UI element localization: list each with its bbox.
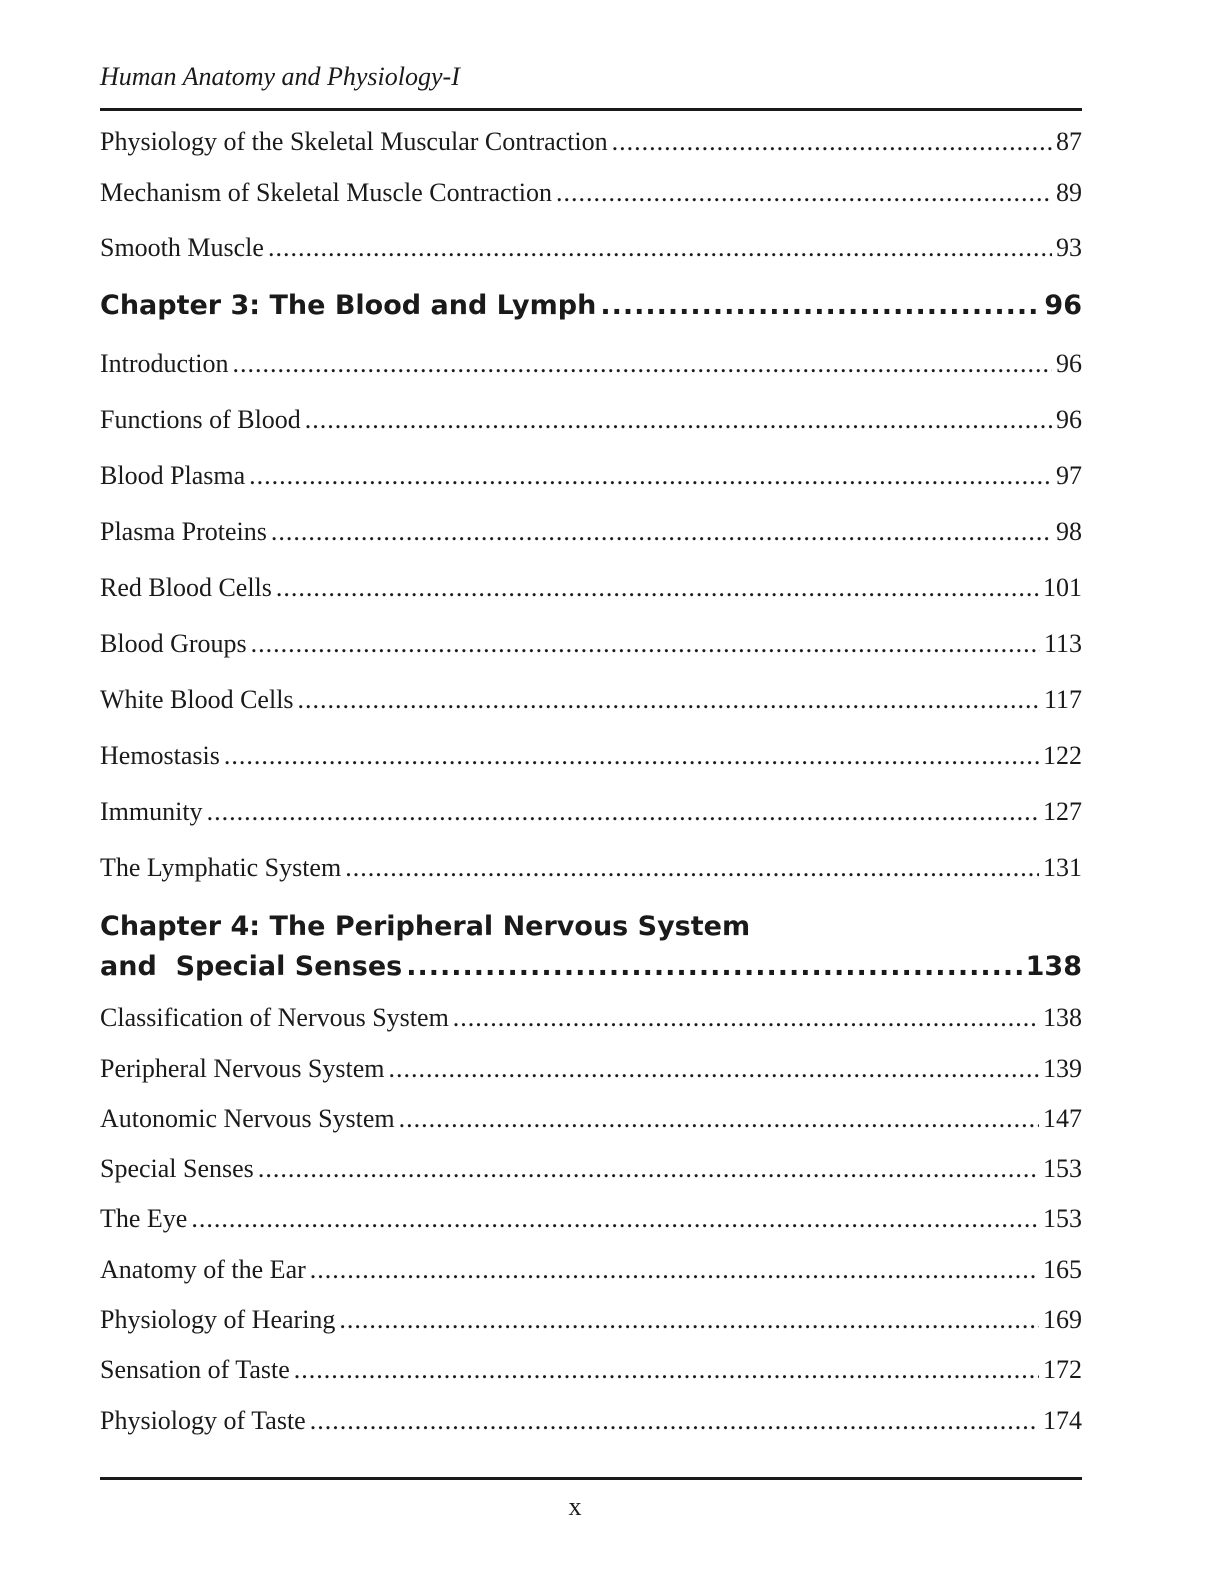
dot-leader — [406, 949, 1021, 985]
toc-entry-page: 98 — [1056, 517, 1082, 546]
toc-entry-title: Hemostasis — [100, 741, 220, 770]
dot-leader — [233, 347, 1052, 381]
toc-entry-title: White Blood Cells — [100, 685, 294, 714]
toc-entry-page: 122 — [1043, 741, 1082, 770]
toc-entry[interactable] — [100, 1353, 1082, 1387]
toc-entry-page: 165 — [1043, 1255, 1082, 1284]
dot-leader — [389, 1052, 1039, 1086]
toc-entry-page: 153 — [1043, 1204, 1082, 1233]
chapter-heading[interactable] — [100, 909, 1082, 985]
chapter-title-line1: Chapter 4: The Peripheral Nervous System — [100, 911, 751, 942]
toc-entry-title: Physiology of Taste — [100, 1406, 306, 1435]
toc-entry-title: Red Blood Cells — [100, 573, 272, 602]
toc-entry-title: Blood Plasma — [100, 461, 246, 490]
toc-entry[interactable] — [100, 1253, 1082, 1287]
running-header: Human Anatomy and Physiology-I — [100, 62, 460, 91]
toc-entry-page: 139 — [1043, 1054, 1082, 1083]
toc-entry-title: Special Senses — [100, 1154, 254, 1183]
toc-entry-page: 89 — [1056, 178, 1082, 207]
toc-entry-page: 172 — [1043, 1355, 1082, 1384]
chapter-title-line2: and Special Senses — [100, 951, 403, 982]
toc-entry[interactable] — [100, 459, 1082, 493]
chapter-heading[interactable] — [100, 288, 1082, 324]
chapter-page: 138 — [1025, 951, 1082, 982]
toc-entry[interactable] — [100, 851, 1082, 885]
chapter-page: 96 — [1044, 290, 1082, 321]
dot-leader — [298, 683, 1040, 717]
toc-entry-page: 93 — [1056, 233, 1082, 262]
dot-leader — [345, 851, 1039, 885]
toc-entry[interactable] — [100, 231, 1082, 265]
toc-entry[interactable] — [100, 683, 1082, 717]
toc-entry[interactable] — [100, 1303, 1082, 1337]
toc-entry-title: Physiology of the Skeletal Muscular Contraction — [100, 127, 608, 156]
toc-entry-page: 127 — [1043, 797, 1082, 826]
toc-entry-title: The Lymphatic System — [100, 853, 342, 882]
toc-entry-title: Plasma Proteins — [100, 517, 267, 546]
dot-leader — [207, 795, 1039, 829]
toc-entry[interactable] — [100, 795, 1082, 829]
dot-leader — [600, 288, 1040, 324]
toc-entry[interactable] — [100, 1152, 1082, 1186]
dot-leader — [271, 515, 1052, 549]
toc-entry-title: Anatomy of the Ear — [100, 1255, 306, 1284]
dot-leader — [276, 571, 1039, 605]
dot-leader — [310, 1253, 1039, 1287]
dot-leader — [251, 627, 1040, 661]
toc-entry[interactable] — [100, 627, 1082, 661]
toc-entry[interactable] — [100, 125, 1082, 159]
toc-entry-page: 96 — [1056, 405, 1082, 434]
dot-leader — [305, 403, 1052, 437]
toc-entry-page: 96 — [1056, 349, 1082, 378]
toc-entry-title: Mechanism of Skeletal Muscle Contraction — [100, 178, 553, 207]
toc-entry-title: Immunity — [100, 797, 203, 826]
header-rule — [100, 108, 1082, 111]
toc-entry[interactable] — [100, 176, 1082, 210]
footer-rule — [100, 1477, 1082, 1480]
dot-leader — [310, 1404, 1039, 1438]
toc-entry-title: Smooth Muscle — [100, 233, 264, 262]
toc-entry-page: 169 — [1043, 1305, 1082, 1334]
toc-entry-page: 87 — [1056, 127, 1082, 156]
toc-entry-page: 117 — [1043, 685, 1082, 714]
toc-entry[interactable] — [100, 403, 1082, 437]
toc-entry[interactable] — [100, 1052, 1082, 1086]
toc-entry[interactable] — [100, 1404, 1082, 1438]
toc-entry-page: 131 — [1043, 853, 1082, 882]
toc-entry-title: Functions of Blood — [100, 405, 301, 434]
dot-leader — [339, 1303, 1039, 1337]
toc-entry[interactable] — [100, 571, 1082, 605]
toc-entry-page: 97 — [1056, 461, 1082, 490]
toc-entry-title: Physiology of Hearing — [100, 1305, 336, 1334]
toc-entry[interactable] — [100, 739, 1082, 773]
toc-entry-page: 153 — [1043, 1154, 1082, 1183]
dot-leader — [453, 1001, 1039, 1035]
toc-entry-title: Sensation of Taste — [100, 1355, 290, 1384]
toc-entry-title: Autonomic Nervous System — [100, 1104, 395, 1133]
toc-entry-page: 101 — [1043, 573, 1082, 602]
dot-leader — [612, 125, 1052, 159]
page-number: x — [568, 1492, 582, 1521]
toc-entry[interactable] — [100, 347, 1082, 381]
toc-entry-title: Blood Groups — [100, 629, 247, 658]
dot-leader — [556, 176, 1052, 210]
toc-entry-title: Classification of Nervous System — [100, 1003, 449, 1032]
toc-entry[interactable] — [100, 1001, 1082, 1035]
dot-leader — [294, 1353, 1039, 1387]
dot-leader — [258, 1152, 1039, 1186]
dot-leader — [399, 1102, 1039, 1136]
dot-leader — [249, 459, 1052, 493]
toc-entry-page: 147 — [1043, 1104, 1082, 1133]
toc-entry[interactable] — [100, 515, 1082, 549]
toc-entry-title: Peripheral Nervous System — [100, 1054, 385, 1083]
toc-entry[interactable] — [100, 1202, 1082, 1236]
toc-entry-page: 138 — [1043, 1003, 1082, 1032]
toc-entry-page: 113 — [1043, 629, 1082, 658]
toc-entry-title: The Eye — [100, 1204, 188, 1233]
toc-entry-page: 174 — [1043, 1406, 1082, 1435]
dot-leader — [268, 231, 1052, 265]
chapter-title: Chapter 3: The Blood and Lymph — [100, 290, 597, 321]
toc-entry[interactable] — [100, 1102, 1082, 1136]
dot-leader — [224, 739, 1039, 773]
toc-entry-title: Introduction — [100, 349, 229, 378]
dot-leader — [191, 1202, 1039, 1236]
